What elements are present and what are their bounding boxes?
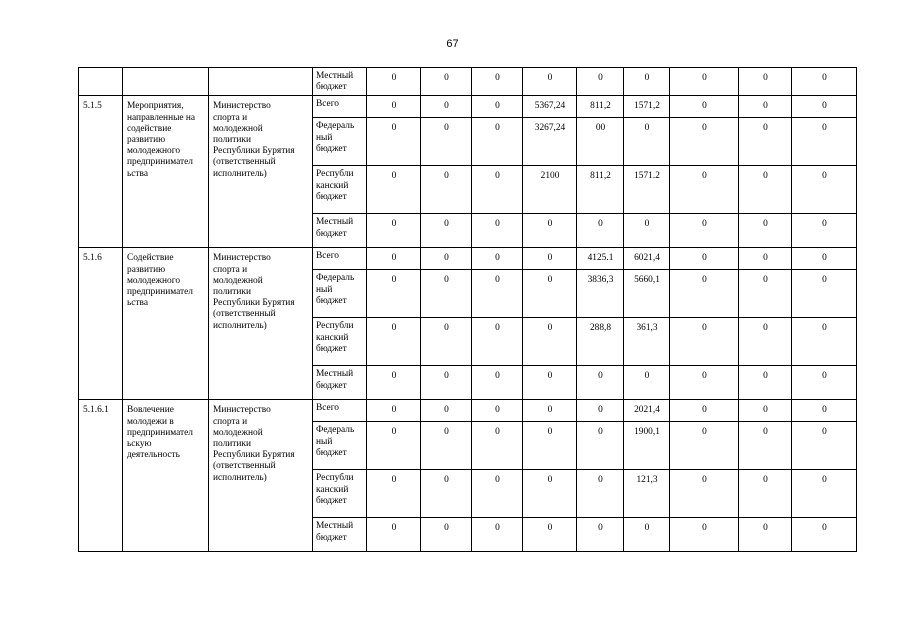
value-cell: 0 [523, 366, 577, 400]
value-cell: 0 [472, 318, 523, 366]
name-cell: Вовлечение молодежи в предпринимател ьскую деятельность [123, 400, 209, 552]
value-cell: 0 [472, 366, 523, 400]
value-cell: 0 [739, 96, 792, 118]
value-cell: 0 [577, 366, 624, 400]
value-cell: 0 [472, 422, 523, 470]
value-cell: 0 [670, 518, 739, 552]
value-cell: 811,2 [577, 166, 624, 214]
value-cell: 0 [421, 470, 472, 518]
value-cell: 0 [670, 400, 739, 422]
value-cell: 0 [792, 518, 857, 552]
value-cell: 0 [624, 118, 670, 166]
name-cell [123, 68, 209, 96]
value-cell: 0 [739, 214, 792, 248]
value-cell: 0 [624, 366, 670, 400]
value-cell: 0 [792, 96, 857, 118]
value-cell: 0 [739, 68, 792, 96]
source-cell: Республи канский бюджет [313, 166, 367, 214]
table-body [79, 68, 857, 552]
code-cell: 5.1.5 [79, 96, 123, 248]
value-cell: 0 [577, 68, 624, 96]
source-cell: Всего [313, 96, 367, 118]
executor-cell: Министерство спорта и молодежной политики Республики Бурятия (ответственный исполнитель) [209, 400, 313, 552]
value-cell: 0 [421, 366, 472, 400]
value-cell: 0 [421, 96, 472, 118]
source-cell: Местный бюджет [313, 68, 367, 96]
value-cell: 0 [421, 68, 472, 96]
value-cell: 2100 [523, 166, 577, 214]
source-cell: Республи канский бюджет [313, 470, 367, 518]
value-cell: 0 [670, 214, 739, 248]
value-cell: 0 [670, 470, 739, 518]
source-cell: Всего [313, 248, 367, 270]
value-cell: 0 [421, 400, 472, 422]
value-cell: 0 [421, 214, 472, 248]
value-cell: 288,8 [577, 318, 624, 366]
value-cell: 121,3 [624, 470, 670, 518]
value-cell: 0 [367, 318, 421, 366]
value-cell: 0 [367, 518, 421, 552]
code-cell: 5.1.6.1 [79, 400, 123, 552]
value-cell: 0 [792, 68, 857, 96]
value-cell: 0 [367, 248, 421, 270]
value-cell: 0 [421, 166, 472, 214]
value-cell: 0 [624, 214, 670, 248]
value-cell: 0 [523, 518, 577, 552]
value-cell: 0 [739, 248, 792, 270]
value-cell: 0 [670, 422, 739, 470]
executor-cell [209, 68, 313, 96]
value-cell: 0 [577, 422, 624, 470]
value-cell: 5660,1 [624, 270, 670, 318]
value-cell: 1571,2 [624, 96, 670, 118]
value-cell: 4125.1 [577, 248, 624, 270]
value-cell: 0 [792, 470, 857, 518]
value-cell: 0 [792, 318, 857, 366]
value-cell: 0 [792, 214, 857, 248]
value-cell: 0 [472, 518, 523, 552]
value-cell: 0 [739, 118, 792, 166]
value-cell: 0 [739, 318, 792, 366]
value-cell: 2021,4 [624, 400, 670, 422]
value-cell: 0 [421, 118, 472, 166]
value-cell: 0 [421, 270, 472, 318]
value-cell: 0 [577, 518, 624, 552]
table-row [79, 68, 857, 96]
page-number: 67 [446, 38, 459, 50]
name-cell: Содействие развитию молодежного предпринимател ьства [123, 248, 209, 400]
value-cell: 0 [624, 518, 670, 552]
value-cell: 0 [670, 166, 739, 214]
value-cell: 0 [472, 214, 523, 248]
value-cell: 0 [670, 248, 739, 270]
value-cell: 0 [792, 366, 857, 400]
value-cell: 0 [421, 422, 472, 470]
value-cell: 0 [792, 270, 857, 318]
value-cell: 0 [421, 318, 472, 366]
value-cell: 0 [523, 422, 577, 470]
source-cell: Республи канский бюджет [313, 318, 367, 366]
name-cell: Мероприятия, направленные на содействие развитию молодежного предпринимател ьства [123, 96, 209, 248]
value-cell: 0 [523, 248, 577, 270]
value-cell: 0 [523, 68, 577, 96]
value-cell: 0 [472, 68, 523, 96]
value-cell: 0 [670, 118, 739, 166]
value-cell: 0 [523, 470, 577, 518]
value-cell: 0 [739, 366, 792, 400]
value-cell: 811,2 [577, 96, 624, 118]
value-cell: 0 [367, 422, 421, 470]
value-cell: 0 [421, 248, 472, 270]
table-row [79, 96, 857, 118]
value-cell: 6021,4 [624, 248, 670, 270]
budget-table [78, 67, 857, 552]
value-cell: 0 [739, 470, 792, 518]
value-cell: 0 [523, 270, 577, 318]
value-cell: 0 [367, 68, 421, 96]
value-cell: 0 [670, 366, 739, 400]
value-cell: 1900,1 [624, 422, 670, 470]
source-cell: Федераль ный бюджет [313, 118, 367, 166]
executor-cell: Министерство спорта и молодежной политики Республики Бурятия (ответственный исполнитель) [209, 96, 313, 248]
value-cell: 0 [472, 400, 523, 422]
value-cell: 0 [577, 214, 624, 248]
value-cell: 0 [523, 318, 577, 366]
value-cell: 0 [792, 118, 857, 166]
value-cell: 0 [472, 166, 523, 214]
value-cell: 0 [739, 166, 792, 214]
value-cell: 0 [367, 166, 421, 214]
value-cell: 1571.2 [624, 166, 670, 214]
source-cell: Местный бюджет [313, 518, 367, 552]
value-cell: 0 [367, 270, 421, 318]
source-cell: Федераль ный бюджет [313, 270, 367, 318]
value-cell: 0 [523, 214, 577, 248]
value-cell: 0 [792, 248, 857, 270]
value-cell: 0 [472, 470, 523, 518]
source-cell: Федераль ный бюджет [313, 422, 367, 470]
value-cell: 361,3 [624, 318, 670, 366]
value-cell: 0 [472, 270, 523, 318]
value-cell: 0 [792, 422, 857, 470]
table-row [79, 400, 857, 422]
code-cell [79, 68, 123, 96]
value-cell: 0 [367, 400, 421, 422]
value-cell: 0 [670, 318, 739, 366]
value-cell: 0 [739, 422, 792, 470]
value-cell: 0 [670, 270, 739, 318]
value-cell: 0 [421, 518, 472, 552]
value-cell: 0 [792, 166, 857, 214]
value-cell: 0 [739, 518, 792, 552]
executor-cell: Министерство спорта и молодежной политики Республики Бурятия (ответственный исполнитель) [209, 248, 313, 400]
value-cell: 0 [670, 96, 739, 118]
value-cell: 00 [577, 118, 624, 166]
value-cell: 5367,24 [523, 96, 577, 118]
value-cell: 0 [739, 270, 792, 318]
value-cell: 0 [577, 400, 624, 422]
value-cell: 3267,24 [523, 118, 577, 166]
source-cell: Местный бюджет [313, 366, 367, 400]
value-cell: 3836,3 [577, 270, 624, 318]
value-cell: 0 [472, 118, 523, 166]
value-cell: 0 [472, 96, 523, 118]
value-cell: 0 [670, 68, 739, 96]
source-cell: Местный бюджет [313, 214, 367, 248]
value-cell: 0 [367, 366, 421, 400]
value-cell: 0 [577, 470, 624, 518]
value-cell: 0 [367, 470, 421, 518]
value-cell: 0 [367, 118, 421, 166]
value-cell: 0 [739, 400, 792, 422]
value-cell: 0 [472, 248, 523, 270]
table-row [79, 248, 857, 270]
value-cell: 0 [367, 96, 421, 118]
code-cell: 5.1.6 [79, 248, 123, 400]
value-cell: 0 [367, 214, 421, 248]
value-cell: 0 [523, 400, 577, 422]
source-cell: Всего [313, 400, 367, 422]
value-cell: 0 [792, 400, 857, 422]
value-cell: 0 [624, 68, 670, 96]
